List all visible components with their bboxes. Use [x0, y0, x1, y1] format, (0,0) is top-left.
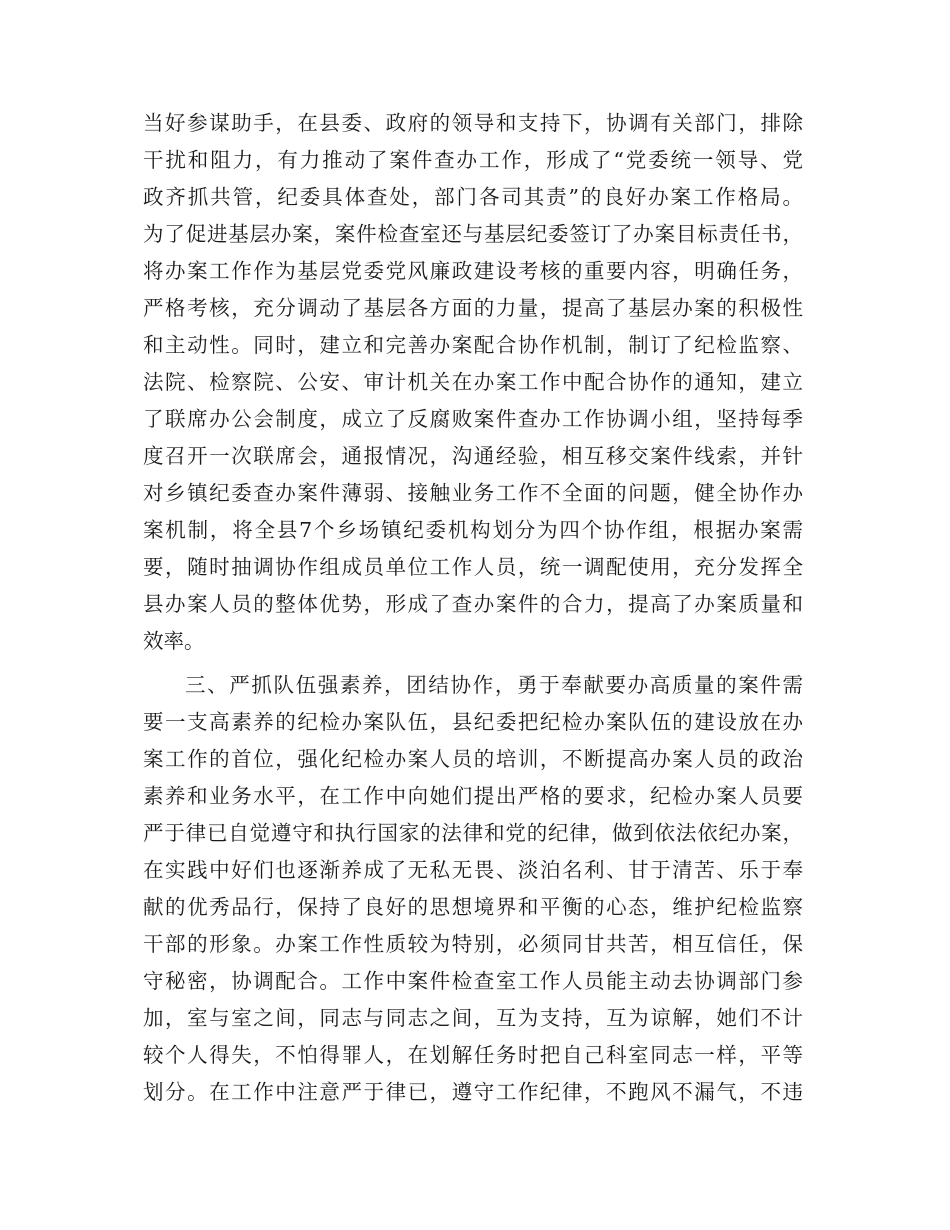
text-line: 划分。在工作中注意严于律已，遵守工作纪律，不跑风不漏气，不违 — [143, 1080, 803, 1104]
text-line: 效率。 — [143, 629, 205, 653]
text-line: 严于律已自觉遵守和执行国家的法律和党的纪律，做到依法依纪办案， — [143, 821, 803, 845]
text-line: 较个人得失，不怕得罪人，在划解任务时把自己科室同志一样，平等 — [143, 1043, 803, 1067]
text-line: 加，室与室之间，同志与同志之间，互为支持，互为谅解，她们不计 — [143, 1006, 803, 1030]
text-line: 要，随时抽调协作组成员单位工作人员，统一调配使用，充分发挥全 — [143, 555, 803, 579]
text-line: 将办案工作作为基层党委党风廉政建设考核的重要内容，明确任务， — [143, 259, 803, 283]
text-line: 献的优秀品行，保持了良好的思想境界和平衡的心态，维护纪检监察 — [143, 895, 803, 919]
text-line: 干部的形象。办案工作性质较为特别，必须同甘共苦，相互信任，保 — [143, 932, 803, 956]
text-line: 法院、检察院、公安、审计机关在办案工作中配合协作的通知，建立 — [143, 370, 803, 394]
text-line: 了联席办公会制度，成立了反腐败案件查办工作协调小组，坚持每季 — [143, 407, 803, 431]
text-line: 度召开一次联席会，通报情况，沟通经验，相互移交案件线索，并针 — [143, 444, 803, 468]
section-heading-line: 三、严抓队伍强素养，团结协作，勇于奉献要办高质量的案件需 — [185, 673, 803, 697]
text-line: 干扰和阻力，有力推动了案件查办工作，形成了“党委统一领导、党 — [143, 148, 803, 172]
text-line: 和主动性。同时，建立和完善办案配合协作机制，制订了纪检监察、 — [143, 333, 803, 357]
text-line: 为了促进基层办案，案件检查室还与基层纪委签订了办案目标责任书， — [143, 222, 803, 246]
text-line: 政齐抓共管，纪委具体查处，部门各司其责”的良好办案工作格局。 — [143, 185, 803, 209]
text-line: 案机制，将全县7个乡场镇纪委机构划分为四个协作组，根据办案需 — [143, 518, 803, 542]
text-line: 当好参谋助手，在县委、政府的领导和支持下，协调有关部门，排除 — [143, 111, 803, 135]
text-line: 对乡镇纪委查办案件薄弱、接触业务工作不全面的问题，健全协作办 — [143, 481, 803, 505]
text-line: 县办案人员的整体优势，形成了查办案件的合力，提高了办案质量和 — [143, 592, 803, 616]
text-line: 守秘密，协调配合。工作中案件检查室工作人员能主动去协调部门参 — [143, 969, 803, 993]
text-line: 严格考核，充分调动了基层各方面的力量，提高了基层办案的积极性 — [143, 296, 803, 320]
text-line: 案工作的首位，强化纪检办案人员的培训，不断提高办案人员的政治 — [143, 747, 803, 771]
text-line: 素养和业务水平，在工作中向她们提出严格的要求，纪检办案人员要 — [143, 784, 803, 808]
text-line: 在实践中好们也逐渐养成了无私无畏、淡泊名利、甘于清苦、乐于奉 — [143, 858, 803, 882]
text-line: 要一支高素养的纪检办案队伍，县纪委把纪检办案队伍的建设放在办 — [143, 710, 803, 734]
